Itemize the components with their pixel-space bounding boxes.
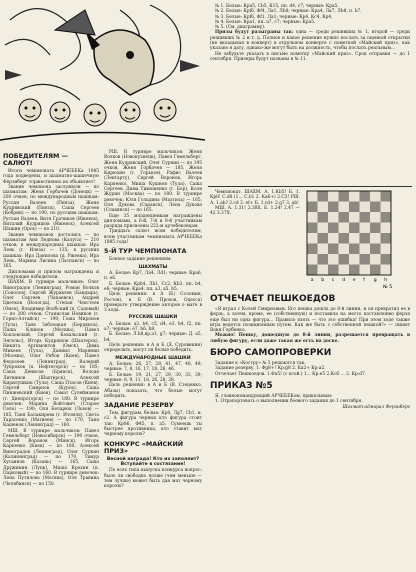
board-square bbox=[318, 223, 329, 234]
board-square bbox=[307, 202, 318, 213]
paragraph: Итоги чемпионата АРЧЕБЕКа 1985 года подведены, и шахматно-шашечную Ферзиберг торжественно их объявляет! bbox=[3, 169, 99, 185]
file-label: g bbox=[373, 278, 377, 283]
file-label: а bbox=[310, 278, 314, 283]
board-square bbox=[328, 191, 339, 202]
contest-subtitle: Весной награда! Кто их заполнит? Вступайте в состязание! bbox=[106, 456, 200, 467]
paragraph: МШ. В турнире мальчиков: Павел Гемельберг (Новосибирск) — 190 очков, Сергей Воронов (Минск), Игорь Карпенко (Киев) — по 180, Алексей Виноградов (Ленинград), Олег Суркин (Калининград) — по 170, Тимур Хусаинов (Казань) — 165, Саша Дружинин (Луцк), Миша Крохин (п. Парковый) — по 160. В турнире девочек: Лена Путилова (Москва), Оля Травина (Челябинск) — по 150. bbox=[3, 428, 99, 487]
board-square bbox=[370, 265, 381, 276]
board-square bbox=[349, 265, 360, 276]
column-championship bbox=[104, 150, 202, 570]
board-square bbox=[370, 202, 381, 213]
board-square bbox=[360, 265, 371, 276]
file-label: c bbox=[331, 278, 335, 283]
chess-title: ШАХМАТЫ bbox=[138, 264, 168, 270]
board-square bbox=[381, 191, 392, 202]
board-square bbox=[370, 233, 381, 244]
board-square bbox=[307, 191, 318, 202]
problem-item: № 3. Белые: Крf6, Фf1, Ла1; черные: Кр4, Кс4, Кр4. bbox=[215, 14, 333, 20]
board-square bbox=[370, 244, 381, 255]
board-square bbox=[360, 244, 371, 255]
task: Цель решения: в A и Б (Д. Суровикин) определить, могут ли белые победить. bbox=[104, 343, 202, 354]
paragraph: Звание чемпионок достались — по шахматам Аня Леднова (Калуга) — 210 очков; в международных шашках: Ира Лень (г. Илеза) — 135; в русских шашках: Ира Данилова (д. Ржевка), Ира Лень, Марина Лисина (Ласпанск) — по 165. bbox=[3, 232, 99, 270]
board-square bbox=[360, 254, 371, 265]
file-label: b bbox=[321, 278, 325, 283]
board-square bbox=[349, 244, 360, 255]
answer-text: Можно! Пешку, дошедшую до 8-й линии, разрешается превращать в любую фигуру, если даже такая же есть на доске. bbox=[210, 333, 410, 344]
solution: Отчечает Пешкоедов. 1.Фa5! (с ксой.) 1... Кр:е5 2.Кс6 ... 2. Кр:d7. bbox=[215, 371, 367, 377]
board-square bbox=[360, 202, 371, 213]
paragraph: РШ. В турнире мальчиков: Женя Волков (Новокузнецк), Павел Гемельберг, Женя Кудрявский, Олег Суркин — по 195 очков, Женя Горбачев — 185, Женя Кирюхин (г. Горьков), Рафис Валеев (Ленгарту), Сергей Воронов, Игорь Карпенко, Миша Кушнов (Тула), Саша Сергеев, Дима Тимошенко (г. Бор), Коля Журин (Москва) — по 180. В турнире девочек: Юля Гольдина (Мазгиль) — 165, Оля Дукова (Саранск), Лена Дукова (Славянск) — по 165. bbox=[104, 150, 202, 214]
board-side-text bbox=[210, 190, 300, 286]
task: A. Белые: a3, b4, c5, d4, e3, h4, f2, пп. a7; черные: e7, h6, h8. bbox=[104, 321, 202, 333]
closing-text: Не забудьте указать в письме пометку «Майский приз». Срок отправки — до 1 сентября. Призеры будут названы в № 11. bbox=[210, 51, 410, 62]
board-square bbox=[328, 212, 339, 223]
board-square bbox=[307, 244, 318, 255]
task: Б. Белые: Л.h8,вр.а1, g7; черные: Д. a5, b4. bbox=[104, 332, 202, 343]
rules-text: одна — среди решивших № 1, второй — среди решивших № 2 и т. д. Полное и какое решение нужно послать за оценкой открытки (не вкладывая в конверт) в отдельном конверте с пометкой «Майский приз», как указано в дату, однако-же могут быть на должность, чтобы послать реальным... bbox=[210, 30, 410, 52]
signature: Шахмат-адмирал Ферзиберг bbox=[342, 404, 410, 410]
file-label: f bbox=[363, 278, 365, 283]
board-square bbox=[328, 254, 339, 265]
board-square bbox=[360, 233, 371, 244]
board-square bbox=[349, 191, 360, 202]
task: Цель решения: в A и Б (В. Стеценко, Абазы) показать, что белые могут победить. bbox=[104, 383, 202, 399]
board-square bbox=[339, 265, 350, 276]
board-square bbox=[349, 202, 360, 213]
board-square bbox=[318, 244, 329, 255]
board-square bbox=[339, 223, 350, 234]
board-caption: № 5 bbox=[383, 285, 393, 290]
board-square bbox=[360, 212, 371, 223]
board-square bbox=[339, 212, 350, 223]
board-square bbox=[339, 254, 350, 265]
pieces-heading: ОТЧЕЧАЕТ ПЕШКОЕДОВ bbox=[210, 294, 336, 304]
board-square bbox=[339, 191, 350, 202]
tour-heading: 5-Й ТУР ЧЕМПИОНАТА bbox=[104, 247, 187, 256]
board-square bbox=[349, 233, 360, 244]
task: Б. Белые: 19, 21, 27, 29, 30, 33, 39; черные: 8, 9, 11, 18, 26, 28, 38. bbox=[104, 372, 202, 383]
board-square bbox=[328, 202, 339, 213]
board-square bbox=[370, 254, 381, 265]
board-square bbox=[381, 265, 392, 276]
file-label: e bbox=[352, 278, 356, 283]
column-winners bbox=[3, 150, 99, 570]
board-square bbox=[318, 233, 329, 244]
file-label: d bbox=[342, 278, 346, 283]
board-square bbox=[307, 254, 318, 265]
contest-heading: КОНКУРС «МАЙСКИЙ ПРИЗ» bbox=[104, 439, 184, 455]
board-square bbox=[328, 223, 339, 234]
board-square bbox=[349, 223, 360, 234]
board-square bbox=[318, 254, 329, 265]
problem-item: № 5. (См. диаграмму). bbox=[215, 25, 266, 31]
paragraph: Чемпионат. ШАХМ. А. 1.Кb5! Б. 1. Кр8! С.d8 (1... С.b1 2. Ка6+) 2.С3! РШ. А. 1.ab? 2.cd 3. ef+ Б. 1.cd+ 2.g7 3. ab! bbox=[210, 190, 300, 206]
board-square bbox=[370, 212, 381, 223]
order-text: Я, главнокомандующий АРЧЕБЕКом, приказываю: bbox=[215, 393, 333, 399]
board-square bbox=[339, 202, 350, 213]
chessboard bbox=[304, 188, 395, 290]
self-check-heading: БЮРО САМОПРОВЕРКИ bbox=[210, 348, 332, 359]
task: А. Белые: Кр7, Ла4, Лd1; черные: Кра6, п. е6. bbox=[104, 271, 202, 282]
rules-heading: Призы будут разыграны так: bbox=[215, 30, 294, 36]
paragraph: Тридцать салют всем победителям, всем участникам чемпионата АРЧЕБЕКа 1985 года! bbox=[104, 229, 202, 246]
order-text: 1. Отрапортовать о выполнении боевого задания до 1 сентября. bbox=[215, 399, 363, 405]
solution: Задание к «Костру» № 3 решаются так. bbox=[215, 361, 306, 367]
problem-item: № 2. Белые: Крf6, Фf4, Ла1, Лb8; черные: Кра4, Ла7, Лb8, п. b7. bbox=[215, 9, 362, 15]
paragraph: Звание чемпиона заслужили — по шахматам: Женя Горбачев (Донецк) — 200 очков; по международным шашкам: Руслан Валеев (Пенза), Женя Кудрявский (Пинск), Саша Сергеев (Кобрин) — по 190, по русским шашкам: Руслан Валеев, Витя Грачиков (Ижевск), Виталий Кудряшов (Ижевск), Алексей Шашин (Орск) — по 210. bbox=[3, 184, 99, 233]
cartoon-illustration bbox=[0, 0, 205, 150]
solution: Задание резерву. 1. Фg8+! Кр:g8 2. Ka2+ Кр:а2. bbox=[215, 366, 326, 372]
board-square bbox=[307, 265, 318, 276]
board-square bbox=[381, 254, 392, 265]
board-square bbox=[307, 233, 318, 244]
board-square bbox=[318, 202, 329, 213]
letter-text: «Я играл с Колей Смирновым. Его пешка дошла до 8-й линии, и он превратил ее в ферзь, а затем, кроме, ее (собственную) и поставила на место поставлению ферзя еще был ни одна фигура... Правило взять — что это ошибка! При этом ходе также игра ведется позиционным путем. Как же быть с собственной пешкой?» — пишет Ваня Горбенко. bbox=[210, 307, 410, 334]
board-square bbox=[307, 212, 318, 223]
problem-item: № 4. Белые: Кра1, пп. а7, с7; черные: Кра5. bbox=[215, 19, 316, 25]
task: Б. Белые: Крb4, Лb1, Сс2, Кb3, пп. b4, е6; черные: Кра4, пп. а3, а5, b5. bbox=[104, 281, 202, 292]
reserve-heading: ЗАДАНИЕ РЕЗЕРВУ bbox=[104, 401, 174, 410]
paragraph: ШАХМ. В турнире мальчиков: Олег Виноградов (Ленинград), Роман Волков (Соколов), Сергей Журавлев (Бандырь), Олег Сергеев (Чапаевск), Андрей Цветков (Вологда), Степан Чекстеев (Омск), Владимир Волбский (п. Садовый) — по 200 очков; Станислав Новиков (г. Горно-Алтайск) — 190; Гоша Миронов (Тула), Таня Заблоцкая (Бердянск), Паша Клинов (Москва), Павел Хохловский, Сергей Ковальский (г. Энгельс), Игорь Кудряшов (Шахтерск), Никита Аргимонтов (Омск), Дима Микеев (Тула), Даниил Марянин (Москва), Олег Рябов (Киев), Павел Федосеев (Ленинград), Валерий Чупроков (п. Нефтегорск) — по 185; Саша Денисов (Брянск), Володя Литвинов (Шахтерск), Алексей Кирилушкин (Тула), Саша Птасов (Киев), Сергей Смирнов (Курск), Саша Пинжевский (Киев), Самат Сулейманов (г. Днепрогорск) — по 180. В турнире девочек: Марина Войтович (Старое Село) — 190; Оля Беларюк (Львов) — 185, Таня Балакирева (г. Итомля), Света Тарасенко (Матвеев) — по 170, Таня Кашенок (Ленинград) — 160. bbox=[3, 280, 99, 429]
board-square bbox=[381, 244, 392, 255]
board-square bbox=[381, 233, 392, 244]
board-square bbox=[381, 212, 392, 223]
board-square bbox=[318, 191, 329, 202]
board-square bbox=[328, 233, 339, 244]
intl-checkers-title: МЕЖДУНАРОДНЫЕ ШАШКИ bbox=[115, 355, 191, 361]
winners-heading: ПОБЕДИТЕЛЯМ — САЛЮТ! bbox=[3, 152, 68, 167]
board-square bbox=[370, 223, 381, 234]
board-square bbox=[339, 244, 350, 255]
problem-item: № 1. Белые: Кра5, Сb5, К15, пп. d4, с7; черные: Кра5. bbox=[215, 4, 339, 9]
chess-diagram bbox=[304, 188, 395, 290]
order-heading: ПРИКАЗ №5 bbox=[210, 380, 273, 391]
board-square bbox=[318, 212, 329, 223]
column-prizes bbox=[210, 4, 410, 184]
column-checks bbox=[210, 290, 410, 568]
board-square bbox=[318, 265, 329, 276]
paragraph: МШ. А. 1.31! 2.38X. Б. 1.24! 2.47 — 42 3.37Х. bbox=[210, 205, 300, 217]
board-square bbox=[349, 254, 360, 265]
tour-subtitle: Боевое задание решениям: bbox=[109, 257, 172, 263]
board-square bbox=[360, 191, 371, 202]
board-square bbox=[328, 244, 339, 255]
divider bbox=[208, 186, 412, 187]
paragraph: Еще 35 младенцемкам награждены дипломами, а 6-й, 7-й и 8-й участникам разряда присвоены 222-м арчебековцам. bbox=[104, 213, 202, 230]
board-square bbox=[381, 202, 392, 213]
reserve-text: Тем, фигурам, белые: Кр8, Лg7, Сb1. и. с2. А фигура черных кто фигура стоит так: Кр86, Ф45, п. а5. Сумеешь ты быстрее противника, кто ставит мат черному королю? bbox=[104, 411, 202, 438]
board-square bbox=[339, 233, 350, 244]
board-square bbox=[307, 223, 318, 234]
task: Цель решения: в A (Б) Соломин, Ростов), в Б (В. Прохов, Одесса) проверьте утверждение авторов о мате в 3 хода. bbox=[104, 292, 202, 314]
board-square bbox=[381, 223, 392, 234]
board-square bbox=[360, 223, 371, 234]
board-square bbox=[370, 191, 381, 202]
board-square bbox=[349, 212, 360, 223]
contest-text: По всех типа выпуска конкурса вопрос: было ли свободно позже (чем меньше — тем лучше) может быть дан мат черному королю? bbox=[104, 468, 202, 490]
task: А. Белые: 26, 27, 28, 41, 47, 48, 49; черные: 7, 8, 16, 17, 18, 26, 46. bbox=[104, 362, 202, 373]
board-square bbox=[328, 265, 339, 276]
file-label: h bbox=[384, 278, 388, 283]
paragraph: Дипломами и призом награждены и следующие победители. bbox=[3, 269, 99, 280]
russian-checkers-title: РУССКИЕ ШАШКИ bbox=[128, 315, 178, 321]
